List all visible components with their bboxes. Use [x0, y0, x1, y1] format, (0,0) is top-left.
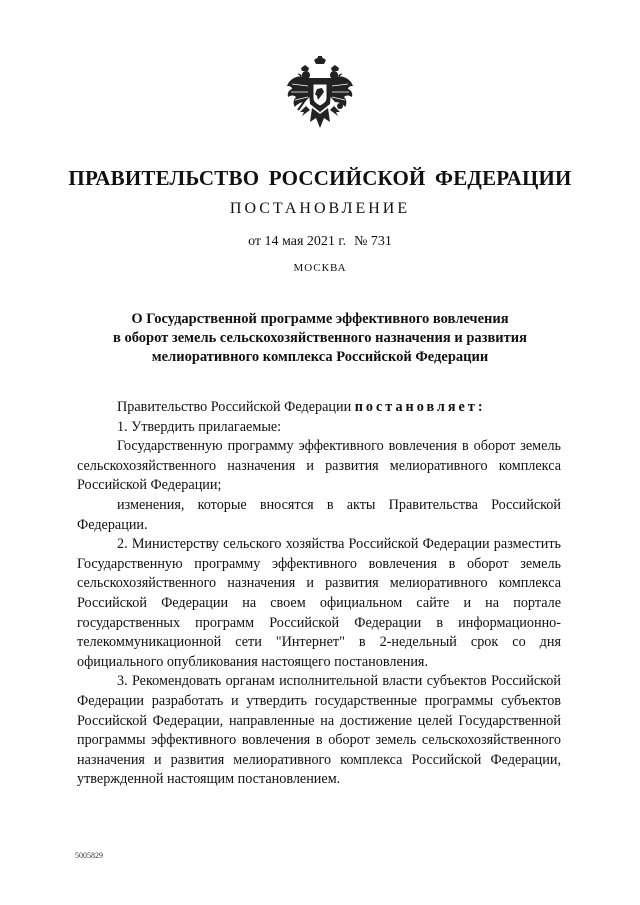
paragraph-3: 3. Рекомендовать органам исполнительной власти субъектов Российской Федерации разработать и утвердить государственные программы субъектов Российской Федерации, направленные на достижение целей Государственной программы эффективного вовлечения в оборот земель сельскохозяйственного назначения и развития мелиоративного комплекса Российской Федерации, утвержденной настоящим постановлением. [77, 673, 561, 788]
document-number: № 731 [354, 234, 392, 249]
document-title-line: в оборот земель сельскохозяйственного назначения и развития [113, 330, 527, 346]
coat-of-arms-icon [284, 56, 356, 132]
intro-paragraph [77, 398, 561, 418]
city: МОСКВА [293, 262, 347, 274]
paragraph-1a: Государственную программу эффективного вовлечения в оборот земель сельскохозяйственного назначения и развития мелиоративного комплекса Российской Федерации; [77, 438, 561, 494]
document-title [60, 310, 580, 367]
document-title-line: О Государственной программе эффективного вовлечения [131, 311, 509, 327]
intro-text: Правительство Российской Федерации [117, 399, 352, 415]
paragraph-1: 1. Утвердить прилагаемые: [117, 418, 282, 435]
paragraph-1b: изменения, которые вносятся в акты Правительства Российской Федерации. [77, 496, 561, 533]
document-body [77, 398, 561, 790]
document-title-line: мелиоративного комплекса Российской Федерации [151, 349, 489, 365]
document-code: 5005829 [75, 851, 103, 860]
paragraph-2: 2. Министерству сельского хозяйства Российской Федерации разместить Государственную программу эффективного вовлечения в оборот земель сельскохозяйственного назначения и развития мелиоративного комплекса Российской Федерации на своем официальном сайте и на портале государственных программ Российской Федерации в информационно-телекоммуникационной сети "Интернет" в 2-недельный срок со дня официального опубликования настоящего постановления. [77, 536, 561, 670]
document-date: от 14 мая 2021 г. [248, 234, 347, 249]
decree-word: постановляет: [354, 399, 486, 415]
document-date-line [0, 234, 640, 250]
government-name: ПРАВИТЕЛЬСТВО РОССИЙСКОЙ ФЕДЕРАЦИИ [68, 166, 572, 190]
document-type: ПОСТАНОВЛЕНИЕ [229, 200, 411, 217]
